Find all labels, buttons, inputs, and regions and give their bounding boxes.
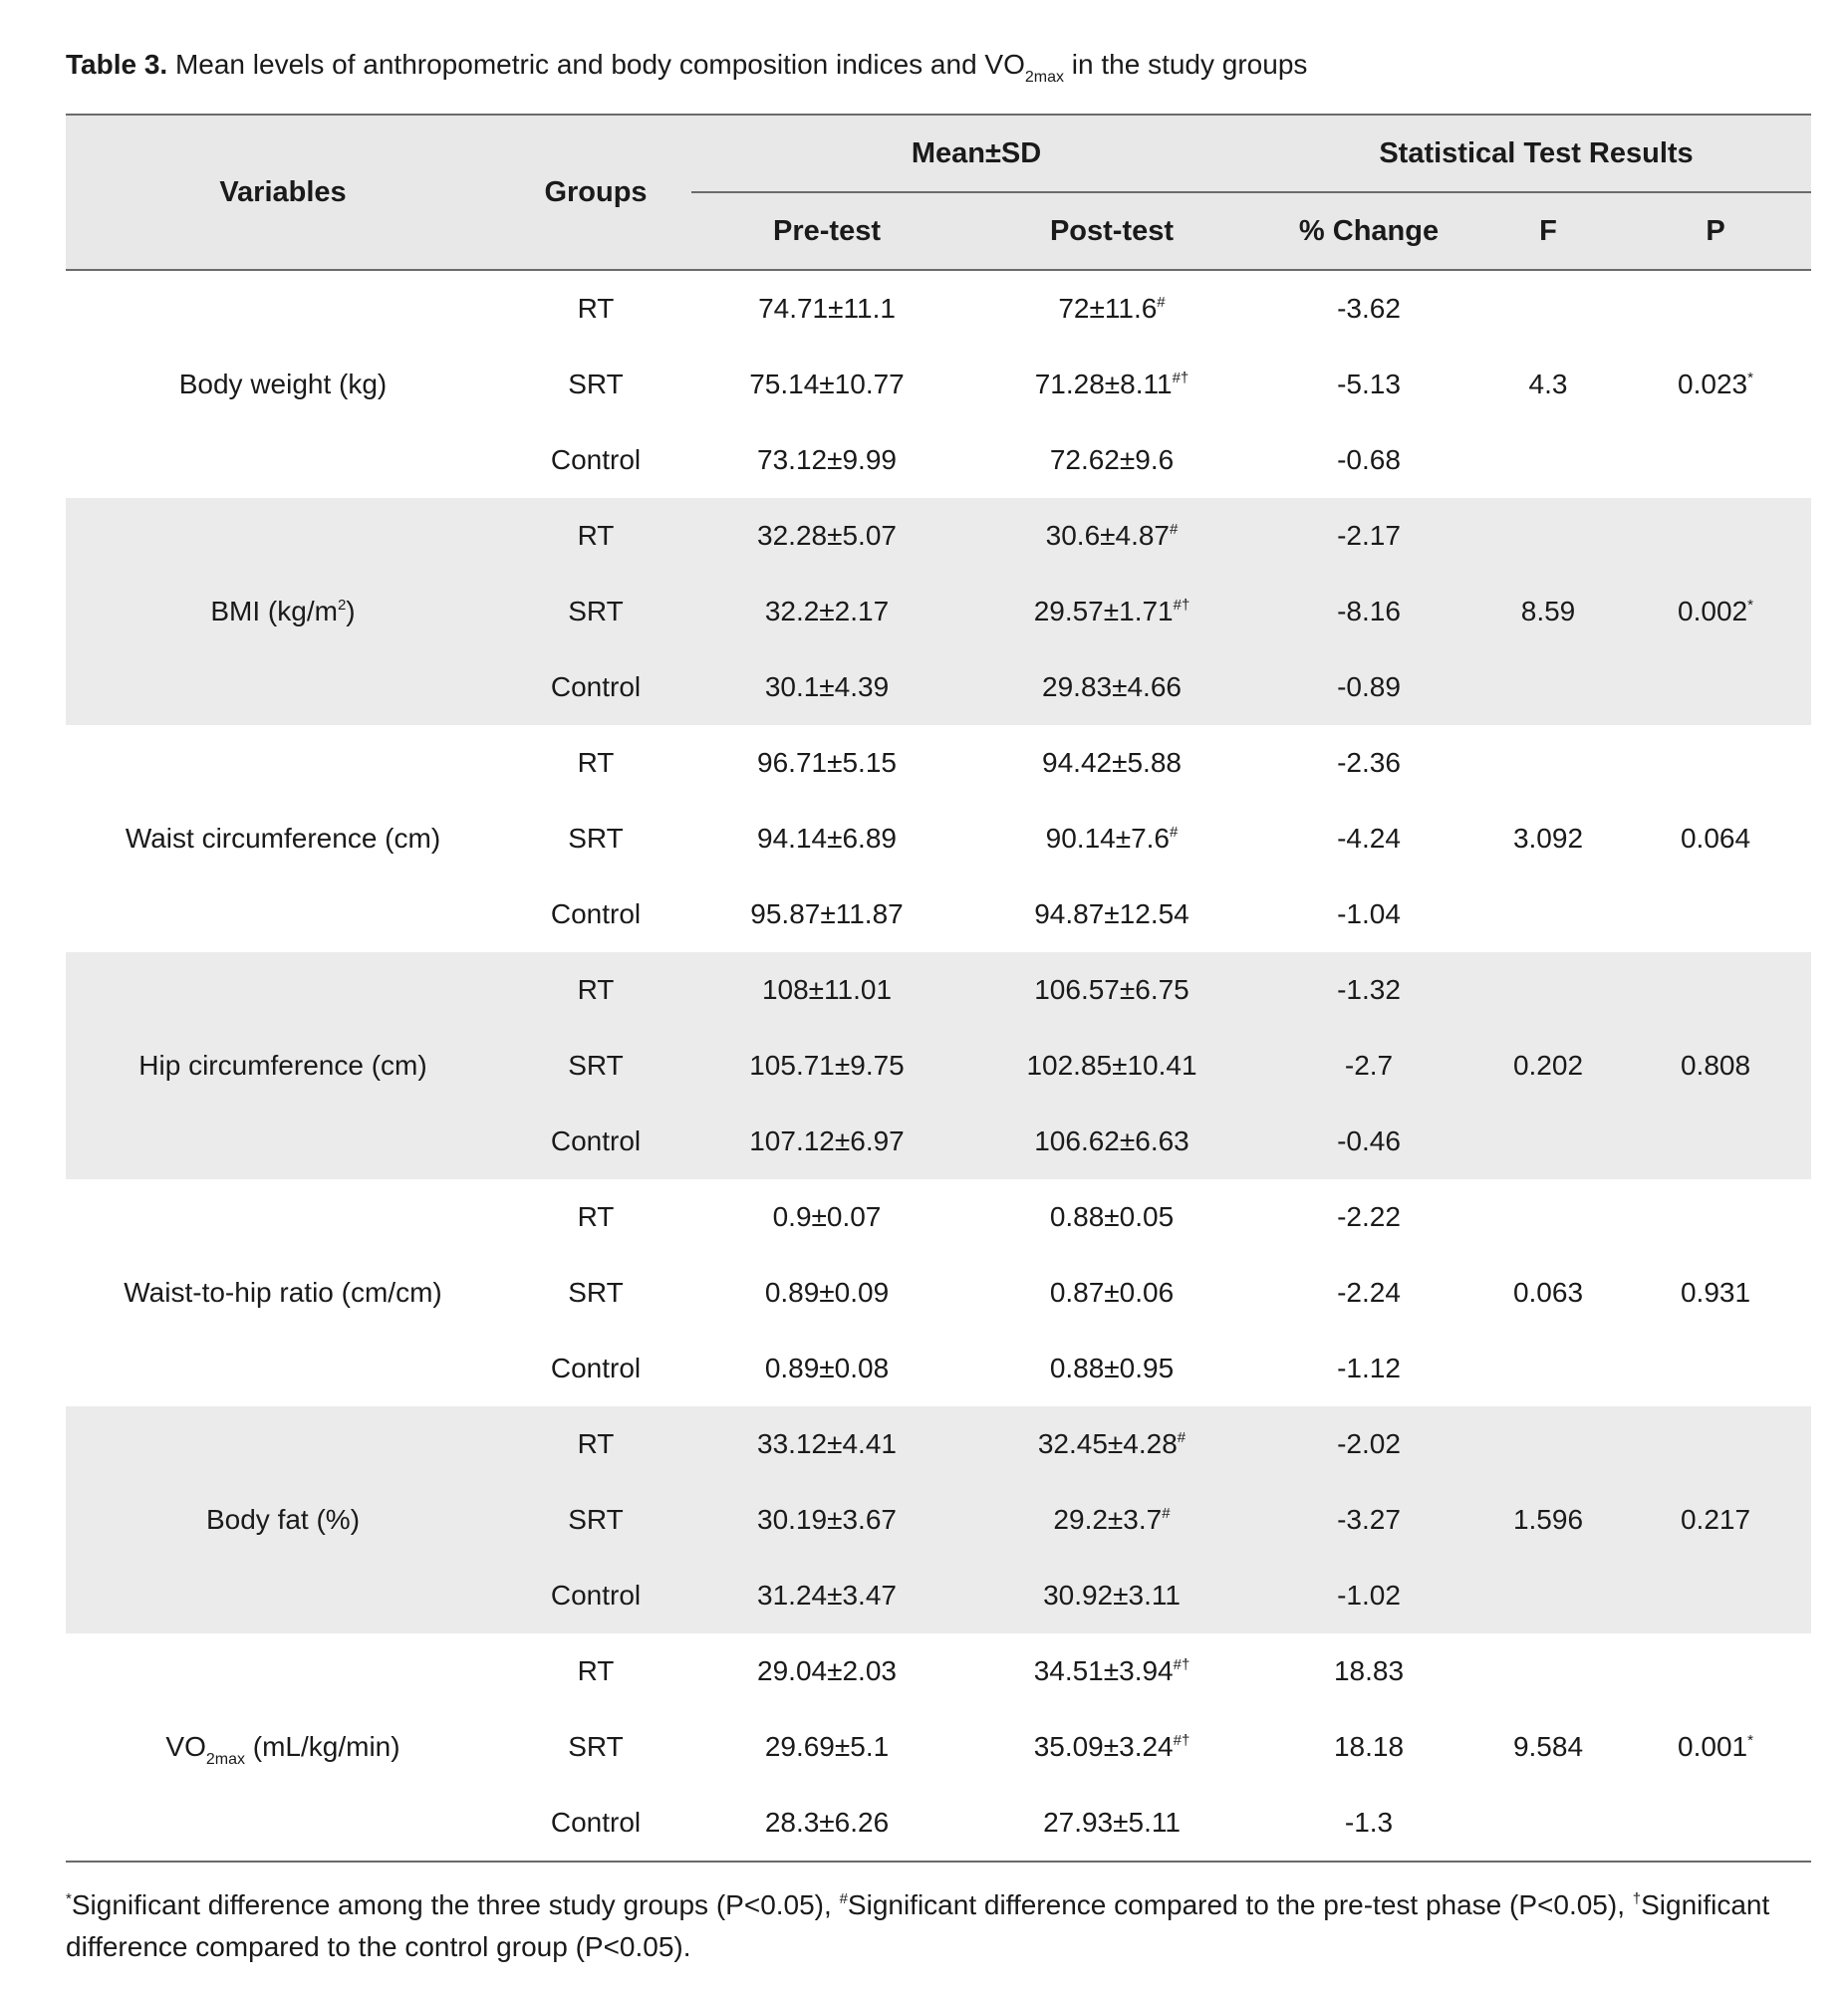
change-cell bbox=[1261, 1331, 1476, 1406]
f-value-cell-value: 4.3 bbox=[1528, 369, 1568, 399]
group-cell-value: SRT bbox=[568, 369, 624, 399]
table-row bbox=[66, 952, 1811, 1028]
footnote-text-3: Significant difference compared to the control group (P<0.05). bbox=[66, 1889, 1770, 1962]
group-cell bbox=[500, 725, 691, 801]
pre-test-cell bbox=[691, 725, 962, 801]
change-cell bbox=[1261, 422, 1476, 498]
f-value-cell bbox=[1476, 725, 1620, 952]
variable-name bbox=[66, 1179, 500, 1406]
f-value-cell-value: 0.202 bbox=[1512, 1050, 1584, 1081]
post-test-cell bbox=[962, 801, 1261, 876]
pre-test-cell bbox=[691, 270, 962, 347]
variable-name bbox=[66, 270, 500, 498]
post-test-cell bbox=[962, 1558, 1261, 1633]
pre-test-cell-value: 32.28±5.07 bbox=[757, 520, 897, 551]
group-cell-value: SRT bbox=[568, 1277, 624, 1308]
group-cell-value: Control bbox=[550, 671, 642, 702]
significance-mark: * bbox=[1747, 1732, 1753, 1749]
group-cell bbox=[500, 574, 691, 649]
pre-test-cell bbox=[691, 1331, 962, 1406]
footnote-text-2: Significant difference compared to the pre-test phase (P<0.05), bbox=[847, 1889, 1633, 1920]
post-test-cell-value: 0.88±0.05 bbox=[1049, 1201, 1175, 1232]
group-cell-value: Control bbox=[550, 1580, 642, 1611]
pre-test-cell bbox=[691, 1482, 962, 1558]
pre-test-cell-value: 74.71±11.1 bbox=[758, 293, 896, 324]
header-post-test: Post-test bbox=[962, 192, 1261, 270]
pre-test-cell bbox=[691, 1104, 962, 1179]
group-cell bbox=[500, 876, 691, 952]
group-cell bbox=[500, 1104, 691, 1179]
table-row bbox=[66, 1633, 1811, 1709]
header-change: % Change bbox=[1261, 192, 1476, 270]
change-cell-value: -0.46 bbox=[1337, 1125, 1401, 1156]
change-cell bbox=[1261, 725, 1476, 801]
group-cell bbox=[500, 422, 691, 498]
significance-mark: #† bbox=[1173, 1656, 1190, 1673]
pre-test-cell bbox=[691, 422, 962, 498]
header-statistical-results: Statistical Test Results bbox=[1261, 115, 1811, 192]
table-body bbox=[66, 270, 1811, 1862]
change-cell-value: -2.02 bbox=[1337, 1428, 1401, 1459]
post-test-cell-value: 29.57±1.71 bbox=[1033, 596, 1174, 626]
f-value-cell bbox=[1476, 270, 1620, 498]
significance-mark: #† bbox=[1172, 370, 1189, 386]
pre-test-cell-value: 75.14±10.77 bbox=[749, 369, 905, 399]
group-cell bbox=[500, 1179, 691, 1255]
p-value-cell bbox=[1620, 270, 1811, 498]
pre-test-cell-value: 29.04±2.03 bbox=[757, 1655, 897, 1686]
header-variables: Variables bbox=[66, 115, 500, 270]
variable-name bbox=[66, 952, 500, 1179]
pre-test-cell-value: 29.69±5.1 bbox=[764, 1731, 890, 1762]
change-cell bbox=[1261, 1558, 1476, 1633]
change-cell-value: -2.17 bbox=[1337, 520, 1401, 551]
change-cell-value: -1.3 bbox=[1344, 1807, 1394, 1838]
pre-test-cell-value: 108±11.01 bbox=[761, 974, 893, 1005]
post-test-cell bbox=[962, 347, 1261, 422]
post-test-cell bbox=[962, 498, 1261, 574]
post-test-cell bbox=[962, 422, 1261, 498]
group-cell-value: RT bbox=[577, 1201, 615, 1232]
significance-mark: #† bbox=[1173, 1732, 1190, 1749]
change-cell-value: -4.24 bbox=[1337, 823, 1401, 854]
p-value-cell bbox=[1620, 1406, 1811, 1633]
post-test-cell-value: 27.93±5.11 bbox=[1043, 1807, 1181, 1838]
pre-test-cell bbox=[691, 1028, 962, 1104]
caption-text: Mean levels of anthropometric and body composition indices and VO bbox=[167, 49, 1025, 80]
change-cell bbox=[1261, 1633, 1476, 1709]
pre-test-cell bbox=[691, 1558, 962, 1633]
pre-test-cell bbox=[691, 1709, 962, 1785]
change-cell bbox=[1261, 952, 1476, 1028]
variable-label: Body weight (kg) bbox=[178, 369, 388, 399]
pre-test-cell bbox=[691, 1785, 962, 1862]
post-test-cell-value: 30.92±3.11 bbox=[1043, 1580, 1181, 1611]
group-cell bbox=[500, 801, 691, 876]
post-test-cell-value: 102.85±10.41 bbox=[1026, 1050, 1197, 1081]
variable-name bbox=[66, 1633, 500, 1862]
f-value-cell-value: 9.584 bbox=[1512, 1731, 1584, 1762]
pre-test-cell-value: 105.71±9.75 bbox=[749, 1050, 905, 1081]
post-test-cell-value: 106.62±6.63 bbox=[1034, 1125, 1189, 1156]
table-container bbox=[66, 40, 1811, 1968]
post-test-cell bbox=[962, 1179, 1261, 1255]
variable-label: BMI (kg/m bbox=[210, 596, 338, 626]
table-row bbox=[66, 498, 1811, 574]
change-cell-value: 18.83 bbox=[1333, 1655, 1405, 1686]
variable-label: Body fat (%) bbox=[205, 1504, 361, 1535]
pre-test-cell-value: 95.87±11.87 bbox=[750, 898, 904, 929]
change-cell-value: 18.18 bbox=[1333, 1731, 1405, 1762]
significance-mark: * bbox=[1747, 597, 1753, 614]
post-test-cell bbox=[962, 574, 1261, 649]
footnote-mark-hash: # bbox=[839, 1890, 848, 1907]
f-value-cell-value: 3.092 bbox=[1512, 823, 1584, 854]
significance-mark: * bbox=[1747, 370, 1753, 386]
pre-test-cell-value: 30.1±4.39 bbox=[764, 671, 890, 702]
p-value-cell-value: 0.931 bbox=[1680, 1277, 1751, 1308]
group-cell-value: Control bbox=[550, 1353, 642, 1383]
change-cell bbox=[1261, 1028, 1476, 1104]
header-f: F bbox=[1476, 192, 1620, 270]
post-test-cell bbox=[962, 1482, 1261, 1558]
f-value-cell-value: 8.59 bbox=[1520, 596, 1576, 626]
significance-mark: #† bbox=[1173, 597, 1190, 614]
group-cell-value: SRT bbox=[568, 1504, 624, 1535]
change-cell bbox=[1261, 1179, 1476, 1255]
pre-test-cell-value: 107.12±6.97 bbox=[749, 1125, 905, 1156]
post-test-cell bbox=[962, 649, 1261, 725]
p-value-cell bbox=[1620, 725, 1811, 952]
footnote-mark-dagger: † bbox=[1632, 1890, 1642, 1907]
change-cell bbox=[1261, 876, 1476, 952]
group-cell-value: RT bbox=[577, 293, 615, 324]
header-p: P bbox=[1620, 192, 1811, 270]
post-test-cell-value: 34.51±3.94 bbox=[1033, 1655, 1174, 1686]
pre-test-cell bbox=[691, 1255, 962, 1331]
variable-label: VO bbox=[165, 1731, 206, 1762]
significance-mark: # bbox=[1170, 521, 1179, 538]
pre-test-cell-value: 31.24±3.47 bbox=[757, 1580, 897, 1611]
group-cell-value: SRT bbox=[568, 1050, 624, 1081]
f-value-cell bbox=[1476, 1179, 1620, 1406]
change-cell-value: -2.22 bbox=[1337, 1201, 1401, 1232]
pre-test-cell-value: 30.19±3.67 bbox=[757, 1504, 897, 1535]
table-footnote bbox=[66, 1884, 1811, 1968]
f-value-cell bbox=[1476, 952, 1620, 1179]
change-cell-value: -3.27 bbox=[1337, 1504, 1401, 1535]
significance-mark: # bbox=[1170, 824, 1179, 841]
variable-label-unit: ) bbox=[346, 596, 356, 626]
pre-test-cell bbox=[691, 801, 962, 876]
post-test-cell bbox=[962, 876, 1261, 952]
results-table bbox=[66, 114, 1811, 1863]
caption-subscript: 2max bbox=[1024, 69, 1065, 86]
group-cell bbox=[500, 1482, 691, 1558]
pre-test-cell bbox=[691, 876, 962, 952]
post-test-cell bbox=[962, 1709, 1261, 1785]
group-cell-value: SRT bbox=[568, 823, 624, 854]
change-cell-value: -2.36 bbox=[1337, 747, 1401, 778]
pre-test-cell-value: 32.2±2.17 bbox=[764, 596, 890, 626]
group-cell-value: Control bbox=[550, 898, 642, 929]
variable-label: Waist-to-hip ratio (cm/cm) bbox=[124, 1277, 442, 1308]
f-value-cell bbox=[1476, 498, 1620, 725]
change-cell bbox=[1261, 1104, 1476, 1179]
post-test-cell-value: 94.87±12.54 bbox=[1034, 898, 1189, 929]
change-cell-value: -2.24 bbox=[1337, 1277, 1401, 1308]
variable-label: Hip circumference (cm) bbox=[138, 1050, 427, 1081]
p-value-cell bbox=[1620, 498, 1811, 725]
group-cell-value: RT bbox=[577, 520, 615, 551]
change-cell-value: -1.12 bbox=[1337, 1353, 1401, 1383]
post-test-cell bbox=[962, 1028, 1261, 1104]
post-test-cell bbox=[962, 1255, 1261, 1331]
group-cell-value: SRT bbox=[568, 1731, 624, 1762]
pre-test-cell-value: 96.71±5.15 bbox=[757, 747, 897, 778]
f-value-cell-value: 1.596 bbox=[1512, 1504, 1584, 1535]
pre-test-cell-value: 73.12±9.99 bbox=[757, 444, 897, 475]
change-cell bbox=[1261, 801, 1476, 876]
post-test-cell-value: 72±11.6 bbox=[1058, 293, 1158, 324]
f-value-cell-value: 0.063 bbox=[1512, 1277, 1584, 1308]
f-value-cell bbox=[1476, 1406, 1620, 1633]
pre-test-cell bbox=[691, 1179, 962, 1255]
pre-test-cell bbox=[691, 952, 962, 1028]
variable-label: Waist circumference (cm) bbox=[125, 823, 441, 854]
change-cell bbox=[1261, 574, 1476, 649]
post-test-cell-value: 30.6±4.87 bbox=[1045, 520, 1170, 551]
variable-name bbox=[66, 725, 500, 952]
group-cell bbox=[500, 1331, 691, 1406]
post-test-cell-value: 90.14±7.6 bbox=[1045, 823, 1170, 854]
post-test-cell bbox=[962, 1104, 1261, 1179]
post-test-cell bbox=[962, 1406, 1261, 1482]
significance-mark: # bbox=[1177, 1429, 1187, 1446]
header-mean-sd: Mean±SD bbox=[691, 115, 1261, 192]
group-cell bbox=[500, 1406, 691, 1482]
table-row bbox=[66, 1406, 1811, 1482]
post-test-cell-value: 0.87±0.06 bbox=[1049, 1277, 1175, 1308]
change-cell-value: -1.04 bbox=[1337, 898, 1401, 929]
significance-mark: # bbox=[1162, 1505, 1171, 1522]
pre-test-cell bbox=[691, 498, 962, 574]
pre-test-cell bbox=[691, 1406, 962, 1482]
group-cell bbox=[500, 270, 691, 347]
post-test-cell bbox=[962, 1633, 1261, 1709]
variable-label-unit: (mL/kg/min) bbox=[245, 1731, 400, 1762]
change-cell bbox=[1261, 1482, 1476, 1558]
post-test-cell bbox=[962, 725, 1261, 801]
group-cell bbox=[500, 1785, 691, 1862]
change-cell bbox=[1261, 649, 1476, 725]
post-test-cell bbox=[962, 270, 1261, 347]
header-pre-test: Pre-test bbox=[691, 192, 962, 270]
variable-subscript: 2max bbox=[205, 1751, 245, 1768]
table-row bbox=[66, 1179, 1811, 1255]
group-cell-value: Control bbox=[550, 1125, 642, 1156]
post-test-cell bbox=[962, 1785, 1261, 1862]
group-cell bbox=[500, 1255, 691, 1331]
variable-name bbox=[66, 498, 500, 725]
change-cell-value: -1.32 bbox=[1337, 974, 1401, 1005]
change-cell bbox=[1261, 498, 1476, 574]
caption-text-end: in the study groups bbox=[1064, 49, 1308, 80]
pre-test-cell-value: 33.12±4.41 bbox=[757, 1428, 897, 1459]
group-cell bbox=[500, 498, 691, 574]
pre-test-cell bbox=[691, 649, 962, 725]
group-cell-value: RT bbox=[577, 974, 615, 1005]
change-cell-value: -8.16 bbox=[1337, 596, 1401, 626]
group-cell bbox=[500, 1709, 691, 1785]
change-cell-value: -5.13 bbox=[1337, 369, 1401, 399]
p-value-cell-value: 0.064 bbox=[1680, 823, 1751, 854]
pre-test-cell-value: 28.3±6.26 bbox=[764, 1807, 890, 1838]
post-test-cell-value: 29.83±4.66 bbox=[1042, 671, 1182, 702]
group-cell-value: Control bbox=[550, 444, 642, 475]
post-test-cell-value: 106.57±6.75 bbox=[1034, 974, 1189, 1005]
pre-test-cell-value: 0.89±0.08 bbox=[764, 1353, 890, 1383]
group-cell-value: SRT bbox=[568, 596, 624, 626]
change-cell bbox=[1261, 1255, 1476, 1331]
p-value-cell-value: 0.023 bbox=[1678, 369, 1748, 399]
footnote-mark-star: * bbox=[66, 1890, 72, 1907]
group-cell-value: RT bbox=[577, 1428, 615, 1459]
group-cell bbox=[500, 1028, 691, 1104]
pre-test-cell-value: 0.89±0.09 bbox=[764, 1277, 890, 1308]
group-cell bbox=[500, 649, 691, 725]
post-test-cell-value: 32.45±4.28 bbox=[1037, 1428, 1178, 1459]
change-cell bbox=[1261, 1785, 1476, 1862]
p-value-cell bbox=[1620, 952, 1811, 1179]
pre-test-cell-value: 0.9±0.07 bbox=[772, 1201, 882, 1232]
variable-superscript: 2 bbox=[337, 597, 347, 614]
p-value-cell-value: 0.808 bbox=[1680, 1050, 1751, 1081]
group-cell-value: RT bbox=[577, 1655, 615, 1686]
variable-name bbox=[66, 1406, 500, 1633]
change-cell-value: -0.89 bbox=[1337, 671, 1401, 702]
p-value-cell bbox=[1620, 1179, 1811, 1406]
table-label: Table 3. bbox=[66, 49, 168, 80]
pre-test-cell bbox=[691, 1633, 962, 1709]
f-value-cell bbox=[1476, 1633, 1620, 1862]
footnote-text-1: Significant difference among the three study groups (P<0.05), bbox=[71, 1889, 840, 1920]
change-cell-value: -3.62 bbox=[1337, 293, 1401, 324]
group-cell-value: Control bbox=[550, 1807, 642, 1838]
pre-test-cell bbox=[691, 347, 962, 422]
significance-mark: # bbox=[1157, 294, 1166, 311]
post-test-cell bbox=[962, 952, 1261, 1028]
post-test-cell bbox=[962, 1331, 1261, 1406]
p-value-cell-value: 0.001 bbox=[1678, 1731, 1748, 1762]
p-value-cell bbox=[1620, 1633, 1811, 1862]
change-cell bbox=[1261, 1709, 1476, 1785]
change-cell-value: -0.68 bbox=[1337, 444, 1401, 475]
change-cell-value: -2.7 bbox=[1344, 1050, 1394, 1081]
group-cell bbox=[500, 952, 691, 1028]
post-test-cell-value: 35.09±3.24 bbox=[1033, 1731, 1174, 1762]
group-cell bbox=[500, 347, 691, 422]
change-cell bbox=[1261, 270, 1476, 347]
post-test-cell-value: 29.2±3.7 bbox=[1053, 1504, 1163, 1535]
post-test-cell-value: 0.88±0.95 bbox=[1049, 1353, 1175, 1383]
change-cell bbox=[1261, 347, 1476, 422]
group-cell bbox=[500, 1633, 691, 1709]
post-test-cell-value: 71.28±8.11 bbox=[1034, 369, 1173, 399]
change-cell bbox=[1261, 1406, 1476, 1482]
header-groups: Groups bbox=[500, 115, 691, 270]
group-cell-value: RT bbox=[577, 747, 615, 778]
table-caption bbox=[66, 40, 1811, 90]
post-test-cell-value: 94.42±5.88 bbox=[1042, 747, 1182, 778]
post-test-cell-value: 72.62±9.6 bbox=[1049, 444, 1175, 475]
change-cell-value: -1.02 bbox=[1337, 1580, 1401, 1611]
pre-test-cell bbox=[691, 574, 962, 649]
table-row bbox=[66, 270, 1811, 347]
p-value-cell-value: 0.217 bbox=[1680, 1504, 1751, 1535]
pre-test-cell-value: 94.14±6.89 bbox=[757, 823, 897, 854]
group-cell bbox=[500, 1558, 691, 1633]
p-value-cell-value: 0.002 bbox=[1678, 596, 1748, 626]
table-row bbox=[66, 725, 1811, 801]
